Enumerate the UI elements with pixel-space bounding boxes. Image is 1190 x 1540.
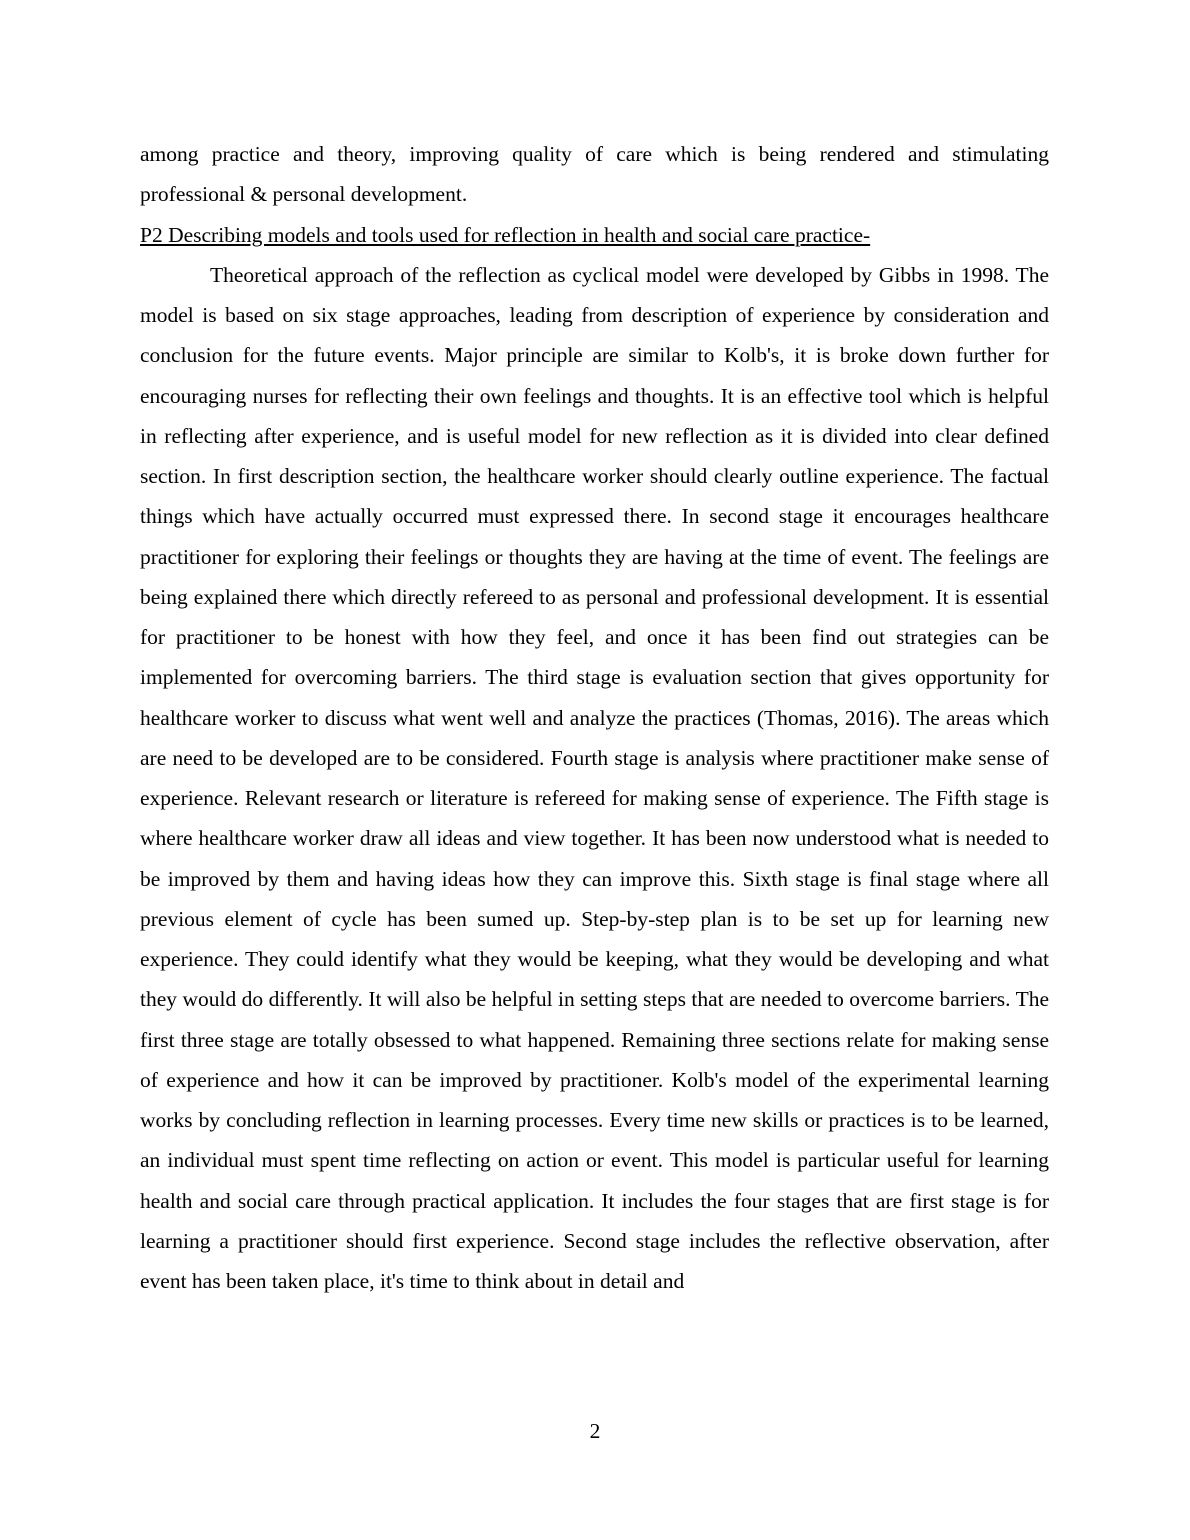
continuation-paragraph: among practice and theory, improving quality of care which is being rendered and stimulating professional & personal development. (140, 142, 1049, 207)
page-body (140, 134, 1049, 1301)
body-paragraph: Theoretical approach of the reflection as cyclical model were developed by Gibbs in 1998. The model is based on six stage approaches, leading from description of experience by consideration and conclusion for the future events. Major principle are similar to Kolb's, it is broke down further for encouraging nurses for reflecting their own feelings and thoughts. It is an effective tool which is helpful in reflecting after experience, and is useful model for new reflection as it is divided into clear defined section. In first description section, the healthcare worker should clearly outline experience. The factual things which have actually occurred must expressed there. In second stage it encourages healthcare practitioner for exploring their feelings or thoughts they are having at the time of event. The feelings are being explained there which directly refereed to as personal and professional development. It is essential for practitioner to be honest with how they feel, and once it has been find out strategies can be implemented for overcoming barriers. The third stage is evaluation section that gives opportunity for healthcare worker to discuss what went well and analyze the practices (Thomas, 2016). The areas which are need to be developed are to be considered. Fourth stage is analysis where practitioner make sense of experience. Relevant research or literature is refereed for making sense of experience. The Fifth stage is where healthcare worker draw all ideas and view together. It has been now understood what is needed to be improved by them and having ideas how they can improve this. Sixth stage is final stage where all previous element of cycle has been sumed up. Step-by-step plan is to be set up for learning new experience. They could identify what they would be keeping, what they would be developing and what they would do differently. It will also be helpful in setting steps that are needed to overcome barriers. The first three stage are totally obsessed to what happened. Remaining three sections relate for making sense of experience and how it can be improved by practitioner. Kolb's model of the experimental learning works by concluding reflection in learning processes. Every time new skills or practices is to be learned, an individual must spent time reflecting on action or event. This model is particular useful for learning health and social care through practical application. It includes the four stages that are first stage is for learning a practitioner should first experience. Second stage includes the reflective observation, after event has been taken place, it's time to think about in detail and (140, 262, 1049, 1293)
section-heading: P2 Describing models and tools used for reflection in health and social care practice- (140, 222, 871, 247)
page-number: 2 (589, 1419, 601, 1443)
